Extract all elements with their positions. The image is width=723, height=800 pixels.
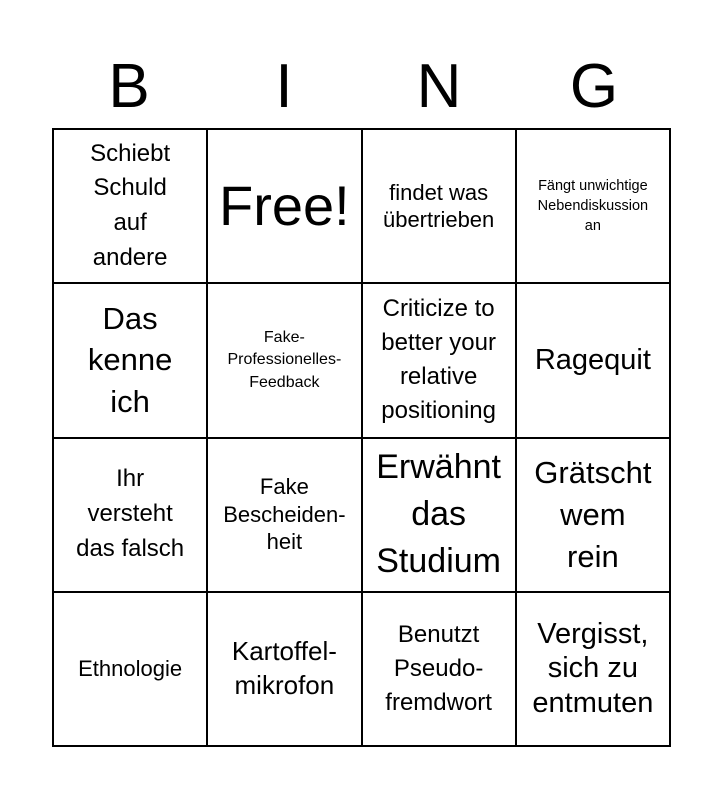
free-space-text: Free! bbox=[219, 174, 350, 238]
bingo-cell-r1c1[interactable] bbox=[53, 129, 207, 283]
bingo-cell-text: Benutzt Pseudo- fremdwort bbox=[385, 620, 492, 716]
bingo-cell-text: Kartoffel- mikrofon bbox=[231, 636, 337, 700]
bingo-cell-r2c4[interactable] bbox=[516, 283, 670, 437]
header-letter-n: N bbox=[416, 52, 462, 121]
bingo-cell-text: Criticize to better your relative positioning bbox=[381, 295, 496, 425]
bingo-cell-text: Das kenne ich bbox=[87, 300, 173, 420]
bingo-cell-r3c4[interactable] bbox=[516, 438, 670, 592]
bingo-cell-r3c2[interactable] bbox=[207, 438, 361, 592]
header-letter-g: G bbox=[569, 52, 619, 121]
header-letter-i: I bbox=[275, 52, 293, 121]
bingo-cell-r2c3[interactable] bbox=[362, 283, 516, 437]
header-letter-b: B bbox=[108, 52, 150, 121]
bingo-cell-r4c4[interactable] bbox=[516, 592, 670, 746]
bingo-header bbox=[52, 52, 671, 122]
bingo-cell-text: Vergisst, sich zu entmuten bbox=[532, 617, 654, 720]
bingo-board bbox=[52, 128, 671, 747]
bingo-cell-text: Ihr versteht das falsch bbox=[76, 465, 185, 563]
bingo-cell-text: Fake- Professionelles- Feedback bbox=[227, 328, 342, 391]
bingo-cell-text: Fake Bescheiden- heit bbox=[223, 474, 346, 555]
bingo-cell-text: Erwähnt das Studium bbox=[376, 448, 501, 581]
bingo-cell-text: Schiebt Schuld auf andere bbox=[90, 139, 171, 271]
bingo-cell-r4c3[interactable] bbox=[362, 592, 516, 746]
bingo-cell-r2c1[interactable] bbox=[53, 283, 207, 437]
bingo-cell-r3c1[interactable] bbox=[53, 438, 207, 592]
bingo-cell-r4c1[interactable] bbox=[53, 592, 207, 746]
bingo-cell-text: Fängt unwichtige Nebendiskussion an bbox=[537, 177, 649, 235]
bingo-cell-r4c2[interactable] bbox=[207, 592, 361, 746]
bingo-cell-text: findet was übertrieben bbox=[382, 179, 495, 233]
bingo-cell-text: Ethnologie bbox=[78, 656, 183, 682]
bingo-cell-r2c2[interactable] bbox=[207, 283, 361, 437]
bingo-cell-text: Ragequit bbox=[534, 343, 651, 376]
bingo-cell-r1c4[interactable] bbox=[516, 129, 670, 283]
bingo-cell-r1c3[interactable] bbox=[362, 129, 516, 283]
bingo-cell-free[interactable] bbox=[207, 129, 361, 283]
bingo-cell-text: Grätscht wem rein bbox=[534, 454, 652, 574]
bingo-cell-r3c3[interactable] bbox=[362, 438, 516, 592]
